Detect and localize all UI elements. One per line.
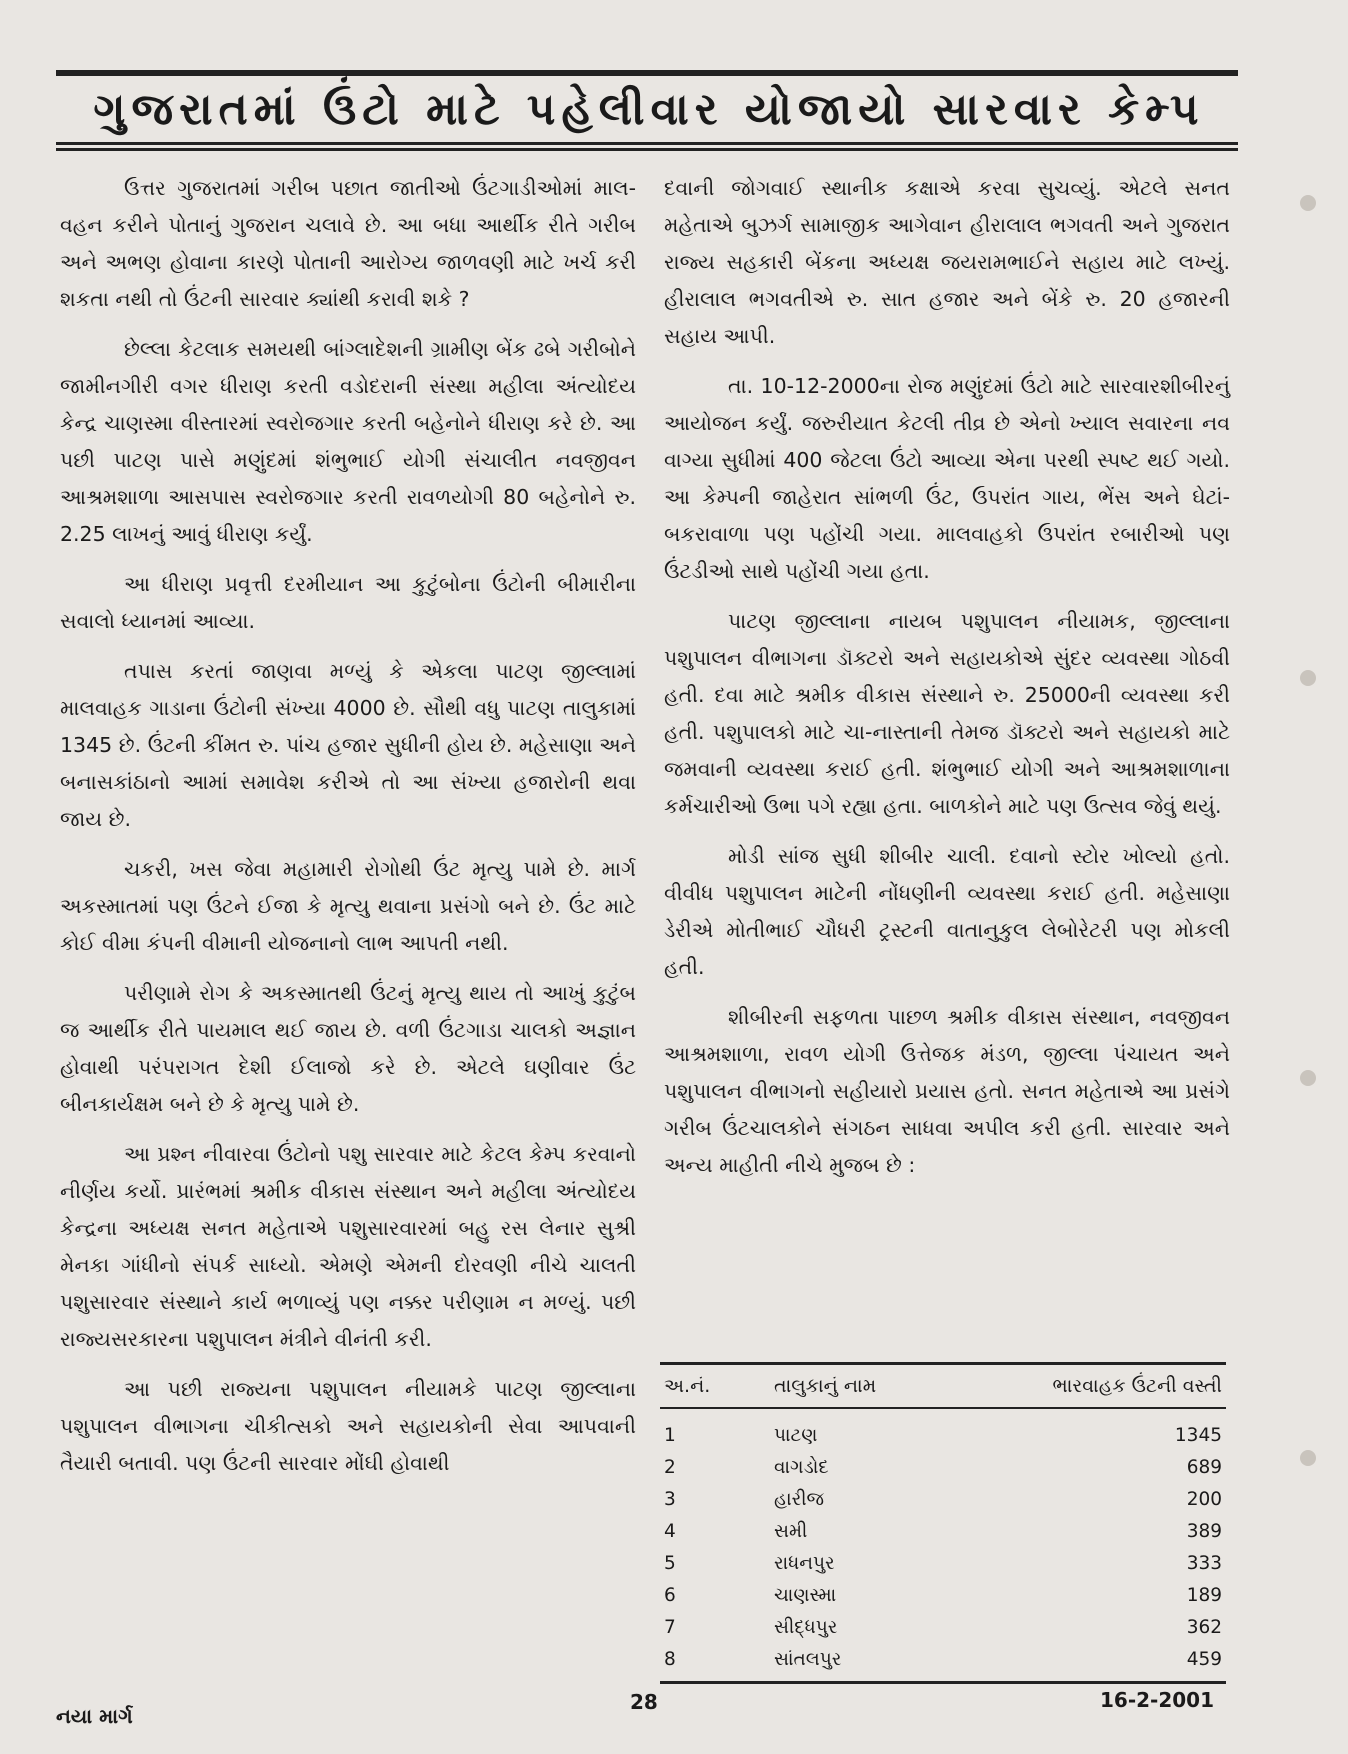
- header-taluka: તાલુકાનું નામ: [774, 1375, 877, 1397]
- paragraph: પરીણામે રોગ કે અકસ્માતથી ઉંટનું મૃત્યુ થાય તો આખું કુટુંબ જ આર્થીક રીતે પાયમાલ થઈ જાય છે. વળી ઉંટગાડા ચાલકો અજ્ઞાન હોવાથી પરંપરાગત દેશી ઈલાજો કરે છે. એટલે ઘણીવાર ઉંટ બીનકાર્યક્ષમ બને છે કે મૃત્યુ પામે છે.: [60, 981, 636, 1116]
- paragraph: છેલ્લા કેટલાક સમયથી બાંગ્લાદેશની ગ્રામીણ બેંક ઢબે ગરીબોને જામીનગીરી વગર ધીરાણ કરતી વડોદરાની સંસ્થા મહીલા અંત્યોદય કેન્દ્ર ચાણસ્મા વીસ્તારમાં સ્વરોજગાર કરતી બહેનોને ધીરાણ કરે છે. આ પછી પાટણ પાસે મણુંદમાં શંભુભાઈ યોગી સંચાલીત નવજીવન આશ્રમશાળા આસપાસ સ્વરોજગાર કરતી રાવળયોગી 80 બહેનોને રુ. 2.25 લાખનું આવું ધીરાણ કર્યું.: [60, 337, 636, 546]
- paragraph: પાટણ જીલ્લાના નાયબ પશુપાલન નીયામક, જીલ્લાના પશુપાલન વીભાગના ડૉક્ટરો અને સહાયકોએ સુંદર વ્યવસ્થા ગોઠવી હતી. દવા માટે શ્રમીક વીકાસ સંસ્થાને રુ. 25000ની વ્યવસ્થા કરી હતી. પશુપાલકો માટે ચા-નાસ્તાની તેમજ ડૉક્ટરો અને સહાયકો માટે જમવાની વ્યવસ્થા કરાઈ હતી. શંભુભાઈ યોગી અને આશ્રમશાળાના કર્મચારીઓ ઉભા પગે રહ્યા હતા. બાળકોને માટે પણ ઉત્સવ જેવું થયું.: [664, 609, 1230, 818]
- cell-population: 200: [1186, 1488, 1222, 1510]
- cell-serial: 7: [664, 1616, 676, 1638]
- table-row: [660, 1579, 1226, 1611]
- binder-hole-decoration: [1300, 1070, 1316, 1086]
- header-population: ભારવાહક ઉંટની વસ્તી: [1052, 1375, 1222, 1397]
- right-column: [664, 170, 1230, 1197]
- article-title: ગુજરાતમાં ઉંટો માટે પહેલીવાર યોજાયો સારવાર કેમ્પ: [93, 84, 1205, 135]
- cell-population: 1345: [1174, 1424, 1222, 1446]
- cell-taluka: ચાણસ્મા: [774, 1584, 837, 1606]
- table-bottom-rule: [660, 1681, 1226, 1684]
- cell-population: 333: [1186, 1552, 1222, 1574]
- paragraph: આ પ્રશ્ન નીવારવા ઉંટોનો પશુ સારવાર માટે કેટલ કેમ્પ કરવાનો નીર્ણય કર્યો. પ્રારંભમાં શ્રમીક વીકાસ સંસ્થાન અને મહીલા અંત્યોદય કેન્દ્રના અધ્યક્ષ સનત મહેતાએ પશુસારવારમાં બહુ રસ લેનાર સુશ્રી મેનકા ગાંધીનો સંપર્ક સાધ્યો. એમણે એમની દોરવણી નીચે ચાલતી પશુસારવાર સંસ્થાને કાર્ય ભળાવ્યું પણ નક્કર પરીણામ ન મળ્યું. પછી રાજ્યસરકારના પશુપાલન મંત્રીને વીનંતી કરી.: [60, 1142, 636, 1351]
- table-body: [660, 1409, 1226, 1675]
- cell-serial: 4: [664, 1520, 676, 1542]
- paragraph-continued: દવાની જોગવાઈ સ્થાનીક કક્ષાએ કરવા સુચવ્યું. એટલે સનત મહેતાએ બુઝર્ગ સામાજીક આગેવાન હીરાલાલ ભગવતી અને ગુજરાત રાજ્ય સહકારી બેંકના અધ્યક્ષ જયરામભાઈને સહાય માટે લખ્યું. હીરાલાલ ભગવતીએ રુ. સાત હજાર અને બેંકે રુ. 20 હજારની સહાય આપી.: [664, 176, 1230, 348]
- paragraph: ઉત્તર ગુજરાતમાં ગરીબ પછાત જાતીઓ ઉંટગાડીઓમાં માલ-વહન કરીને પોતાનું ગુજરાન ચલાવે છે. આ બધા આર્થીક રીતે ગરીબ અને અભણ હોવાના કારણે પોતાની આરોગ્ય જાળવણી માટે ખર્ચ કરી શકતા નથી તો ઉંટની સારવાર ક્યાંથી કરાવી શકે ?: [60, 176, 636, 311]
- issue-date: 16-2-2001: [1100, 1688, 1215, 1712]
- binder-hole-decoration: [1300, 195, 1316, 211]
- paragraph: આ ધીરાણ પ્રવૃત્તી દરમીયાન આ કુટુંબોના ઉંટોની બીમારીના સવાલો ધ્યાનમાં આવ્યા.: [60, 572, 636, 633]
- table-row: [660, 1451, 1226, 1483]
- cell-taluka: સીદ્ધપુર: [774, 1616, 838, 1638]
- camel-population-table: [660, 1362, 1226, 1684]
- cell-taluka: હારીજ: [774, 1488, 825, 1510]
- cell-taluka: વાગડોદ: [774, 1456, 829, 1478]
- paragraph: ચકરી, ખસ જેવા મહામારી રોગોથી ઉંટ મૃત્યુ પામે છે. માર્ગ અકસ્માતમાં પણ ઉંટને ઈજા કે મૃત્યુ થવાના પ્રસંગો બને છે. ઉંટ માટે કોઈ વીમા કંપની વીમાની યોજનાનો લાભ આપતી નથી.: [60, 857, 636, 955]
- binder-hole-decoration: [1300, 670, 1316, 686]
- paragraph: મોડી સાંજ સુધી શીબીર ચાલી. દવાનો સ્ટોર ખોલ્યો હતો. વીવીધ પશુપાલન માટેની નોંધણીની વ્યવસ્થા કરાઈ હતી. મહેસાણા ડેરીએ મોતીભાઈ ચૌધરી ટ્રસ્ટની વાતાનુકુલ લેબોરેટરી પણ મોકલી હતી.: [664, 844, 1230, 979]
- table-row: [660, 1515, 1226, 1547]
- cell-taluka: પાટણ: [774, 1424, 818, 1446]
- paragraph: તા. 10-12-2000ના રોજ મણુંદમાં ઉંટો માટે સારવારશીબીરનું આયોજન કર્યું. જરુરીયાત કેટલી તીવ્ર છે એનો ખ્યાલ સવારના નવ વાગ્યા સુધીમાં 400 જેટલા ઉંટો આવ્યા એના પરથી સ્પષ્ટ થઈ ગયો. આ કેમ્પની જાહેરાત સાંભળી ઉંટ, ઉપરાંત ગાય, ભેંસ અને ઘેટાં-બકરાવાળા પણ પહોંચી ગયા. માલવાહકો ઉપરાંત રબારીઓ પણ ઉંટડીઓ સાથે પહોંચી ગયા હતા.: [664, 374, 1230, 583]
- binder-hole-decoration: [1300, 1450, 1316, 1466]
- title-bottom-rule-2: [56, 148, 1238, 151]
- paragraph: શીબીરની સફળતા પાછળ શ્રમીક વીકાસ સંસ્થાન, નવજીવન આશ્રમશાળા, રાવળ યોગી ઉત્તેજક મંડળ, જીલ્લા પંચાયત અને પશુપાલન વીભાગનો સહીયારો પ્રયાસ હતો. સનત મહેતાએ આ પ્રસંગે ગરીબ ઉંટચાલકોને સંગઠન સાધવા અપીલ કરી હતી. સારવાર અને અન્ય માહીતી નીચે મુજબ છે :: [664, 1005, 1230, 1177]
- left-column: [60, 170, 636, 1495]
- table-row: [660, 1547, 1226, 1579]
- paragraph: તપાસ કરતાં જાણવા મળ્યું કે એકલા પાટણ જીલ્લામાં માલવાહક ગાડાના ઉંટોની સંખ્યા 4000 છે. સૌથી વધુ પાટણ તાલુકામાં 1345 છે. ઉંટની કીંમત રુ. પાંચ હજાર સુધીની હોય છે. મહેસાણા અને બનાસકાંઠાનો આમાં સમાવેશ કરીએ તો આ સંખ્યા હજારોની થવા જાય છે.: [60, 659, 636, 831]
- magazine-name: નયા માર્ગ: [56, 1704, 133, 1728]
- cell-population: 389: [1186, 1520, 1222, 1542]
- table-row: [660, 1643, 1226, 1675]
- cell-population: 459: [1186, 1648, 1222, 1670]
- cell-serial: 6: [664, 1584, 676, 1606]
- table-row: [660, 1483, 1226, 1515]
- cell-population: 189: [1186, 1584, 1222, 1606]
- cell-taluka: સમી: [774, 1520, 808, 1542]
- title-top-rule: [56, 70, 1238, 76]
- cell-serial: 2: [664, 1456, 676, 1478]
- cell-taluka: સાંતલપુર: [774, 1648, 842, 1670]
- table-row: [660, 1419, 1226, 1451]
- cell-serial: 3: [664, 1488, 676, 1510]
- table-header: [660, 1365, 1226, 1407]
- cell-taluka: રાધનપુર: [774, 1552, 835, 1574]
- cell-population: 362: [1186, 1616, 1222, 1638]
- cell-serial: 5: [664, 1552, 676, 1574]
- table-row: [660, 1611, 1226, 1643]
- page-number: 28: [630, 1690, 658, 1714]
- cell-serial: 1: [664, 1424, 676, 1446]
- paragraph: આ પછી રાજ્યના પશુપાલન નીયામકે પાટણ જીલ્લાના પશુપાલન વીભાગના ચીકીત્સકો અને સહાયકોની સેવા આપવાની તૈયારી બતાવી. પણ ઉંટની સારવાર મોંઘી હોવાથી: [60, 1377, 636, 1475]
- cell-population: 689: [1186, 1456, 1222, 1478]
- cell-serial: 8: [664, 1648, 676, 1670]
- header-serial: અ.નં.: [664, 1375, 711, 1397]
- title-bottom-rule: [56, 142, 1238, 145]
